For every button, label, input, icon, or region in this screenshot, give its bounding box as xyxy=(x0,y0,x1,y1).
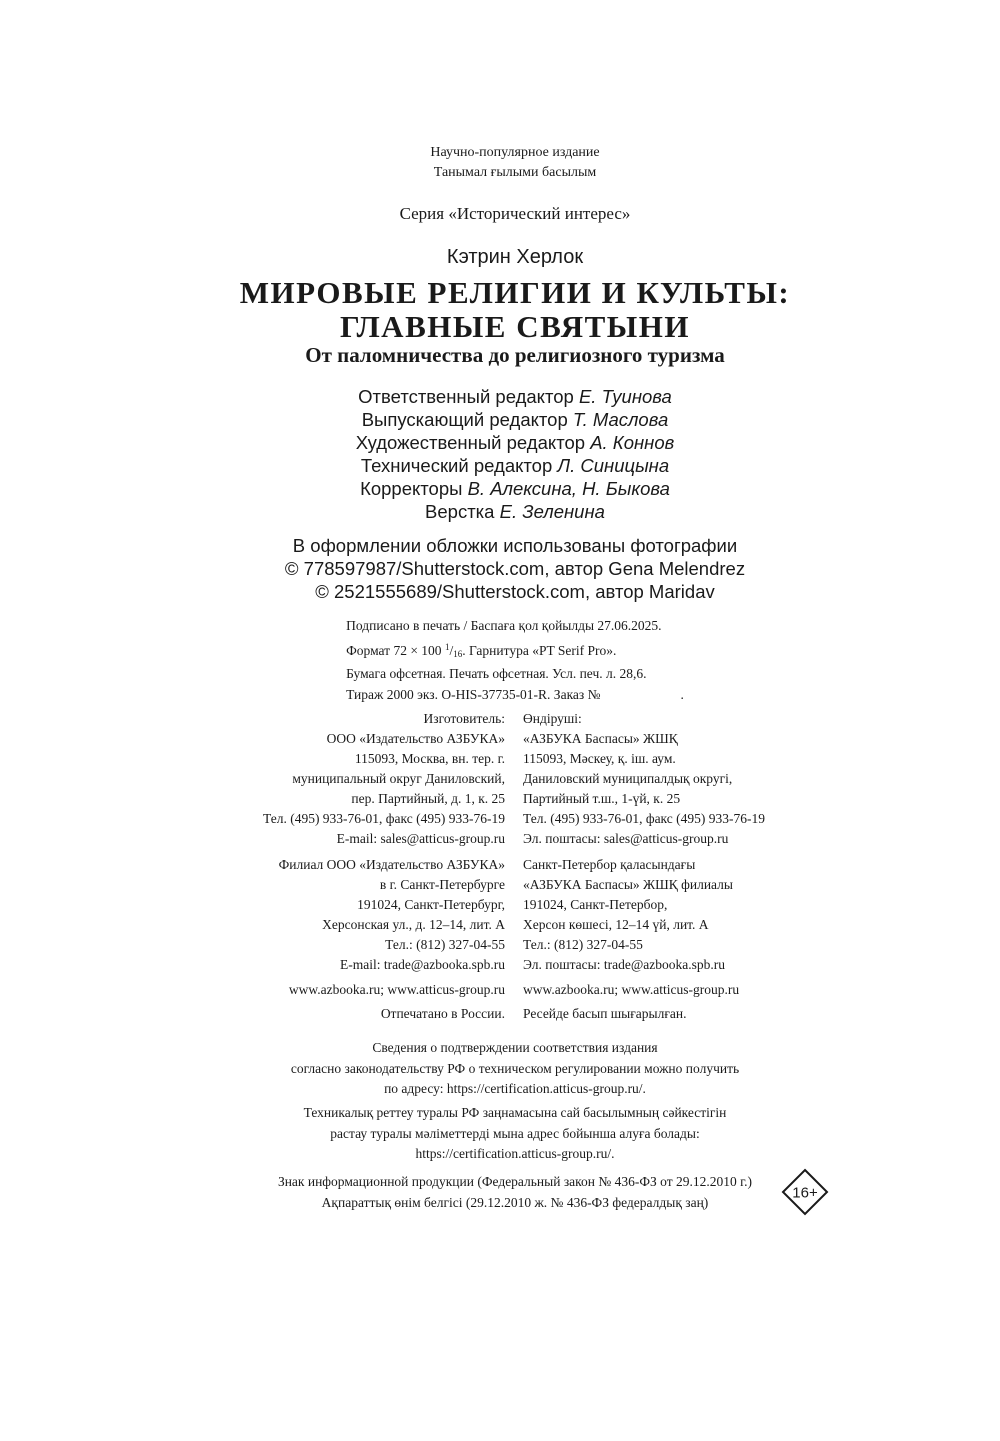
editor-role: Верстка xyxy=(425,501,495,522)
editor-name: Е. Туинова xyxy=(578,386,672,407)
editor-line xyxy=(0,454,1000,477)
editor-line xyxy=(0,477,1000,500)
age-rating-text: 16+ xyxy=(792,1184,818,1202)
print-run-line: Тираж 2000 экз. O-HIS-37735-01-R. Заказ № . xyxy=(346,686,684,702)
title-line-2: ГЛАВНЫЕ СВЯТЫНИ xyxy=(340,309,690,344)
editor-name: В. Алексина, Н. Быкова xyxy=(467,478,670,499)
manufacturer-ru: Изготовитель: ООО «Издательство АЗБУКА» 115093, Москва, вн. тер. г. муниципальный округ Даниловский, пер. Партийный, д. 1, к. 25 Тел. (495) 933-76-01, факс (495) 933-76-19 E-mail: sales@atticus-group.ru xyxy=(262,711,505,846)
cover-photo-credit: © 778597987/Shutterstock.com, автор Gena Melendrez xyxy=(284,558,746,579)
editor-role: Корректоры xyxy=(360,478,463,499)
genre-ru: Научно-популярное издание xyxy=(430,145,600,160)
editor-name: Е. Зеленина xyxy=(499,501,605,522)
cover-credits-heading: В оформлении обложки использованы фотографии xyxy=(292,535,738,556)
editor-name: А. Коннов xyxy=(590,432,675,453)
certification-ru: Сведения о подтверждении соответствия издания согласно законодательству РФ о техническом регулировании можно получить по адресу: https://certification.atticus-group.ru/. xyxy=(290,1040,740,1096)
age-rating-badge xyxy=(781,1168,829,1216)
info-product-sign xyxy=(0,1172,1000,1213)
title-line-1: МИРОВЫЕ РЕЛИГИИ И КУЛЬТЫ: xyxy=(239,275,791,310)
branch-kz: Санкт-Петербор қаласындағы «АЗБУКА Баспасы» ЖШҚ филиалы 191024, Санкт-Петербор, Херсон көшесі, 12–14 үй, лит. А Тел.: (812) 327-04-55 Эл. поштасы: trade@azbooka.spb.ru xyxy=(523,857,733,972)
cover-credits xyxy=(0,534,1000,603)
printed-in-kz: Ресейде басып шығарылған. xyxy=(523,1006,687,1021)
format-line: Формат 72 × 100 $^1/_{16}$. Гарнитура «PT Serif Pro». xyxy=(346,641,617,659)
editors-list xyxy=(0,385,1000,523)
series-name: Серия «Исторический интерес» xyxy=(399,204,631,223)
editor-name: Т. Маслова xyxy=(572,409,669,430)
book-title xyxy=(0,276,1000,344)
editor-line xyxy=(0,431,1000,454)
genre-kz: Танымал ғылыми басылым xyxy=(433,165,597,180)
signed-for-print: Подписано в печать / Баспаға қол қойылды 27.06.2025. xyxy=(346,618,662,633)
book-author: Кэтрин Херлок xyxy=(446,246,584,268)
editor-role: Ответственный редактор xyxy=(358,386,574,407)
branch-ru: Филиал ООО «Издательство АЗБУКА» в г. Санкт-Петербурге 191024, Санкт-Петербург, Херсонская ул., д. 12–14, лит. А Тел.: (812) 327-04-55 E-mail: trade@azbooka.spb.ru xyxy=(278,857,505,972)
manufacturer-kz: Өндіруші: «АЗБУКА Баспасы» ЖШҚ 115093, Мәскеу, қ. іш. аум. Даниловский муниципалдық округі, Партийный т.ш., 1-үй, к. 25 Тел. (495) 933-76-01, факс (495) 933-76-19 Эл. поштасы: sales@atticus-group.ru xyxy=(523,711,766,846)
printed-in-ru: Отпечатано в России. xyxy=(380,1006,505,1021)
info-sign-ru: Знак информационной продукции (Федеральный закон № 436-ФЗ от 29.12.2010 г.) xyxy=(277,1174,753,1189)
paper-line: Бумага офсетная. Печать офсетная. Усл. печ. л. 28,6. xyxy=(346,666,647,681)
book-subtitle: От паломничества до религиозного туризма xyxy=(305,343,725,367)
editor-line xyxy=(0,500,1000,523)
websites-ru: www.azbooka.ru; www.atticus-group.ru xyxy=(288,982,505,997)
editor-line xyxy=(0,385,1000,408)
print-details xyxy=(0,616,1000,705)
editor-name: Л. Синицына xyxy=(557,455,670,476)
editor-line xyxy=(0,408,1000,431)
info-sign-kz: Ақпараттық өнім белгісі (29.12.2010 ж. № 436-ФЗ федералдық заң) xyxy=(321,1194,709,1210)
genre-block xyxy=(0,143,1000,183)
certification-kz: Техникалық реттеу туралы РФ заңнамасына сай басылымның сәйкестігін растау туралы мәліметтерді мына адрес бойынша алуға болады: https://certification.atticus-group.ru/. xyxy=(303,1105,727,1161)
cover-photo-credit: © 2521555689/Shutterstock.com, автор Maridav xyxy=(315,581,715,602)
websites-kz: www.azbooka.ru; www.atticus-group.ru xyxy=(523,982,740,997)
editor-role: Технический редактор xyxy=(360,455,553,476)
editor-role: Художественный редактор xyxy=(355,432,586,453)
editor-role: Выпускающий редактор xyxy=(361,409,568,430)
